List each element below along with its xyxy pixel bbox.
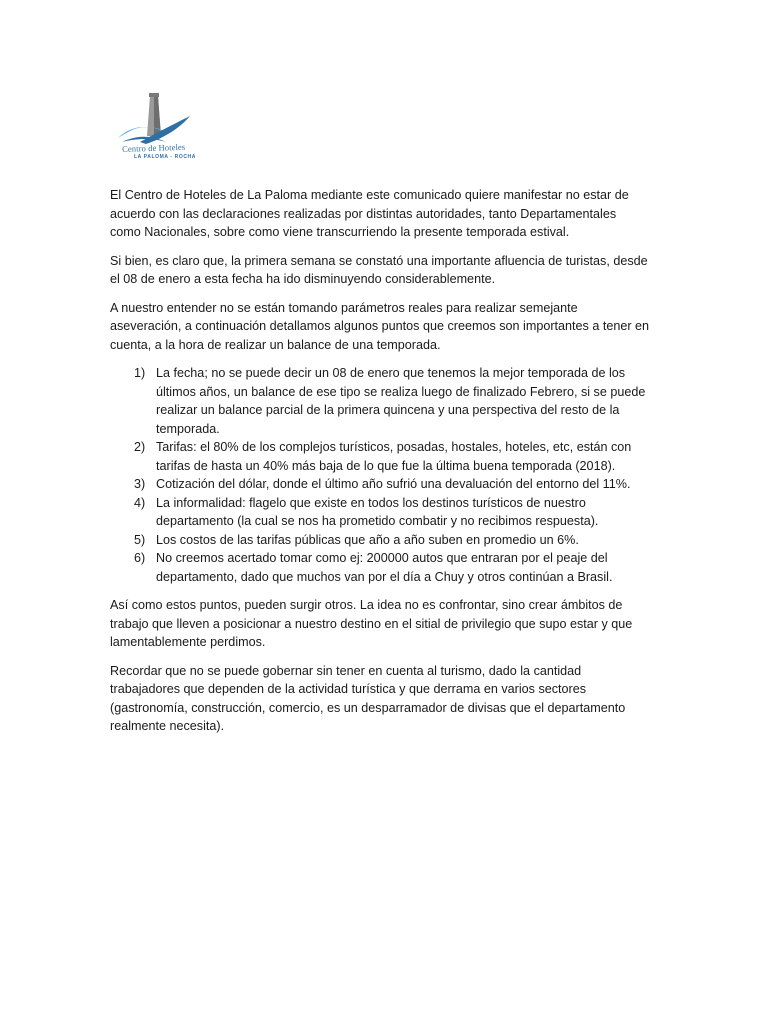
list-item-text: Los costos de las tarifas públicas que año a año suben en promedio un 6%. [156,532,579,547]
list-item [110,364,650,438]
points-list [110,364,650,586]
list-item-text: No creemos acertado tomar como ej: 200000 autos que entraran por el peaje del departamento, dado que muchos van por el día a Chuy y otros continúan a Brasil. [156,551,613,584]
list-item-number: 3) [134,477,146,491]
centro-de-hoteles-logo [112,92,196,164]
list-item [110,475,650,494]
list-item [110,531,650,550]
paragraph-conclusion: Recordar que no se puede gobernar sin tener en cuenta al turismo, dado la cantidad trabajadores que dependen de la actividad turística y que derrama en varios sectores (gastronomía, construcción, comercio, es un desparramador de divisas que el departamento realmente necesita). [110,663,626,733]
list-item-number: 5) [134,532,146,547]
paragraph-other-points: Así como estos puntos, pueden surgir otros. La idea no es confrontar, sino crear ámbitos de trabajo que lleven a posicionar a nuestro destino en el sitial de privilegio que supo estar y que lamentablemente perdimos. [110,598,633,649]
letter-body [110,186,650,746]
logo-title: Centro de Hoteles [122,141,186,154]
list-item-text: La informalidad: flagelo que existe en todos los destinos turísticos de nuestro departamento (la cual se nos ha prometido combatir y no recibimos respuesta). [156,495,599,528]
list-item-text: Tarifas: el 80% de los complejos turísticos, posadas, hostales, hoteles, etc, están con tarifas de hasta un 40% más baja de lo que fue la última buena temporada (2018). [156,440,632,473]
list-item [110,438,650,475]
list-item-text: La fecha; no se puede decir un 08 de enero que tenemos la mejor temporada de los últimos años, un balance de ese tipo se realiza luego de finalizado Febrero, si se puede realizar un balance parcial de la primera quincena y una perspectiva del resto de la temporada. [156,366,646,436]
paragraph-intro: El Centro de Hoteles de La Paloma mediante este comunicado quiere manifestar no estar de acuerdo con las declaraciones realizadas por distintas autoridades, tanto Departamentales como Nacionales, sobre como viene transcurriendo la presente temporada estival. [110,188,629,239]
paragraph-parameters: A nuestro entender no se están tomando parámetros reales para realizar semejante aseveración, a continuación detallamos algunos puntos que creemos son importantes a tener en cuenta, a la hora de realizar un balance de una temporada. [110,300,650,352]
list-item-text: Cotización del dólar, donde el último año sufrió una devaluación del entorno del 11%. [156,477,631,491]
list-item-number: 6) [134,551,146,565]
list-item-number: 4) [134,495,146,510]
paragraph-first-week: Si bien, es claro que, la primera semana se constató una importante afluencia de turistas, desde el 08 de enero a esta fecha ha ido disminuyendo considerablemente. [110,253,648,286]
list-item [110,549,650,586]
list-item-number: 2) [134,440,146,454]
list-item [110,494,650,531]
list-item-number: 1) [134,366,146,380]
logo-subtitle: LA PALOMA - ROCHA [134,154,196,160]
